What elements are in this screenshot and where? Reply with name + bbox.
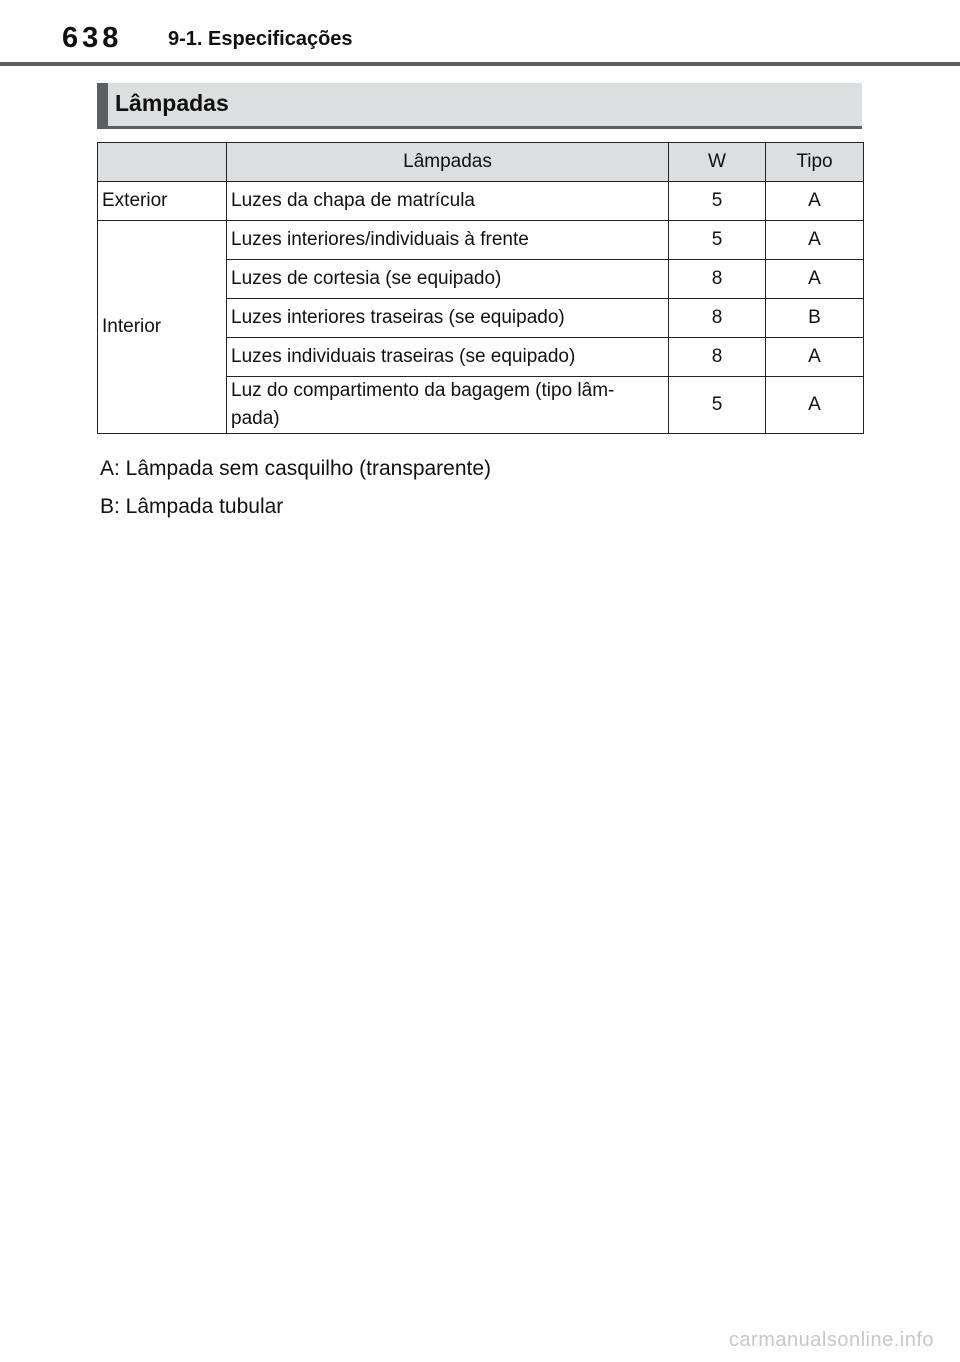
group-exterior: Exterior [98,182,227,221]
bulb-name: Luzes da chapa de matrícula [227,182,669,221]
header-cell-type: Tipo [766,143,864,182]
bulb-watts: 8 [669,338,766,377]
bulb-name: Luzes interiores traseiras (se equipado) [227,299,669,338]
table-header-row [98,143,864,182]
bulb-name-line-1: Luz do compartimento da bagagem (tipo lâm- [231,380,615,401]
header-divider [0,62,960,66]
bulb-type: A [766,377,864,434]
bulb-watts: 5 [669,221,766,260]
section-title-bar [97,83,862,129]
bulb-spec-table [97,142,864,434]
note-type-b: B: Lâmpada tubular [100,495,284,518]
header-cell-empty [98,143,227,182]
header-cell-watts: W [669,143,766,182]
bulb-type: B [766,299,864,338]
group-interior: Interior [98,221,227,434]
page-number: 638 [62,22,123,54]
section-title: Lâmpadas [115,90,229,116]
header-cell-bulbs: Lâmpadas [227,143,669,182]
bulb-type: A [766,182,864,221]
bulb-watts: 5 [669,377,766,434]
note-type-a: A: Lâmpada sem casquilho (transparente) [100,457,492,480]
page-header [0,0,960,66]
bulb-name: Luzes de cortesia (se equipado) [227,260,669,299]
table-row [98,221,864,260]
bulb-type: A [766,260,864,299]
bulb-name: Luzes individuais traseiras (se equipado) [227,338,669,377]
bulb-type: A [766,221,864,260]
watermark: carmanualsonline.info [728,1329,934,1351]
bulb-type: A [766,338,864,377]
bulb-watts: 8 [669,260,766,299]
title-accent-bar [97,83,108,126]
bulb-watts: 5 [669,182,766,221]
bulb-name: Luzes interiores/individuais à frente [227,221,669,260]
bulb-watts: 8 [669,299,766,338]
table-notes [100,456,491,532]
bulb-name-line-2: pada) [231,408,280,429]
section-label: 9-1. Especificações [168,28,353,50]
table-row [98,182,864,221]
bulb-name [227,377,669,434]
